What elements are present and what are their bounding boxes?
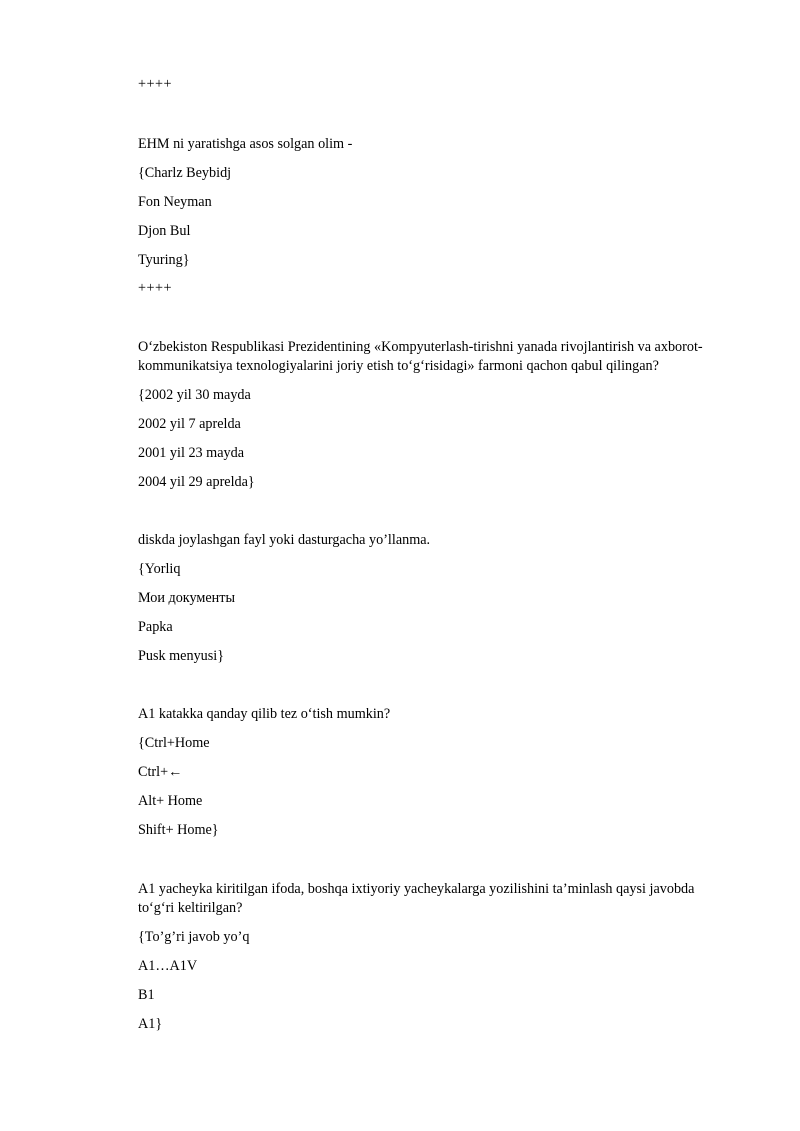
q3-option-1: {Yorliq [138,561,181,577]
q2-option-2: 2002 yil 7 aprelda [138,416,241,432]
q4-option-3: Alt+ Home [138,793,203,809]
q3-option-3: Papka [138,619,173,635]
question-2-line-2: kommunikatsiya texnologiyalarini joriy etish to‘g‘risidagi» farmoni qachon qabul qilingan? [138,358,659,374]
question-3: diskda joylashgan fayl yoki dasturgacha yo’llanma. [138,532,431,548]
separator-2: ++++ [138,280,173,296]
q2-option-1: {2002 yil 30 mayda [138,387,251,403]
question-1: EHM ni yaratishga asos solgan olim - [138,136,353,152]
q4-option-1: {Ctrl+Home [138,735,210,751]
q1-option-2: Fon Neyman [138,194,212,210]
q5-option-4: A1} [138,1016,163,1032]
q1-option-1: {Charlz Beybidj [138,165,232,181]
question-4: A1 katakka qanday qilib tez o‘tish mumkin? [138,706,391,722]
q3-option-4: Pusk menyusi} [138,648,225,664]
q1-option-4: Tyuring} [138,252,190,268]
q1-option-3: Djon Bul [138,223,191,239]
q3-option-2: Мои документы [138,590,236,606]
question-5-line-1: A1 yacheyka kiritilgan ifoda, boshqa ixtiyoriy yacheykalarga yozilishini ta’minlash qaysi javobda [138,881,695,897]
q4-option-4: Shift+ Home} [138,822,219,838]
q5-option-3: B1 [138,987,155,1003]
separator-1: ++++ [138,76,173,92]
q2-option-4: 2004 yil 29 aprelda} [138,474,255,490]
q5-option-2: A1…A1V [138,958,198,974]
q2-option-3: 2001 yil 23 mayda [138,445,244,461]
q5-option-1: {To’g’ri javob yo’q [138,929,250,945]
q4-option-2: Ctrl+← [138,764,183,780]
question-5-line-2: to‘g‘ri keltirilgan? [138,900,243,916]
question-2-line-1: O‘zbekiston Respublikasi Prezidentining «Kompyuterlash-tirishni yanada rivojlantirish va axborot- [138,339,703,355]
